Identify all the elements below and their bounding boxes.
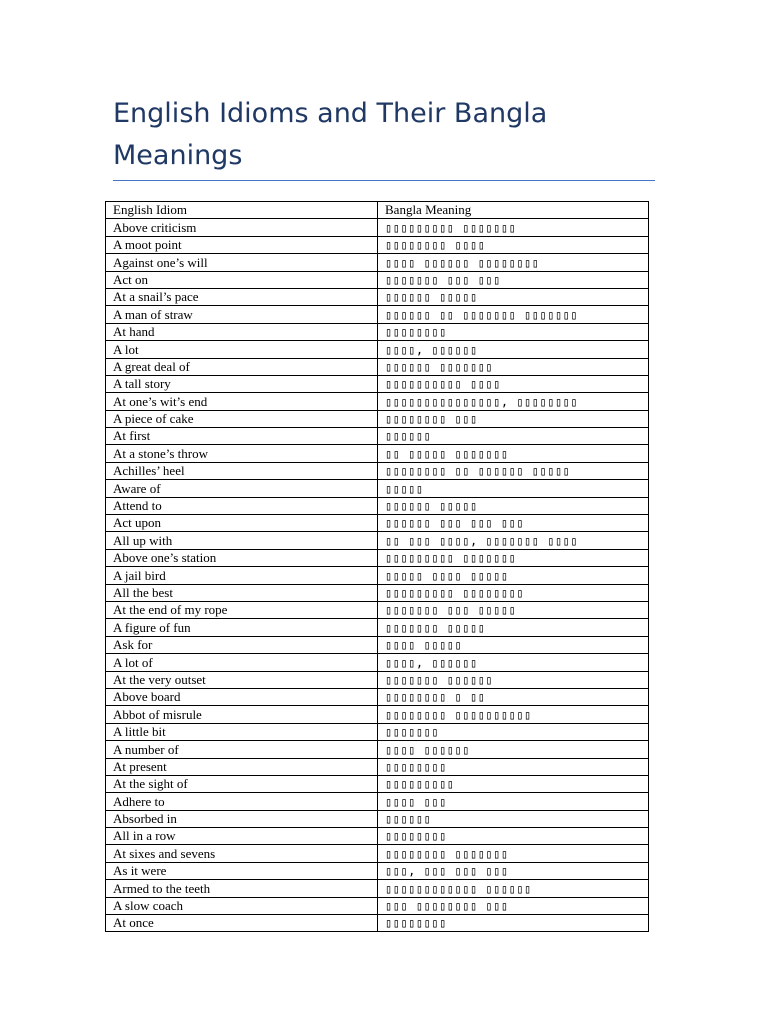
bangla-meaning-cell: ▯▯▯▯▯▯▯▯▯ ▯▯▯▯▯▯▯ bbox=[378, 549, 649, 566]
english-idiom-cell: A jail bird bbox=[106, 567, 378, 584]
bangla-meaning-cell: ▯▯▯▯▯▯▯▯ ▯▯▯▯▯▯▯ bbox=[378, 845, 649, 862]
english-idiom-cell: A man of straw bbox=[106, 306, 378, 323]
bangla-meaning-cell: ▯▯▯▯▯ bbox=[378, 480, 649, 497]
english-idiom-cell: Ask for bbox=[106, 636, 378, 653]
english-idiom-cell: Aware of bbox=[106, 480, 378, 497]
bangla-meaning-cell: ▯▯▯▯▯▯▯▯ bbox=[378, 323, 649, 340]
bangla-meaning-cell: ▯▯▯▯▯▯▯▯▯▯ ▯▯▯▯ bbox=[378, 375, 649, 392]
table-row bbox=[106, 428, 649, 445]
table-row bbox=[106, 306, 649, 323]
bangla-meaning-cell: ▯▯▯▯▯▯▯▯ bbox=[378, 828, 649, 845]
bangla-meaning-cell: ▯▯▯▯▯▯▯▯ bbox=[378, 915, 649, 932]
english-idiom-cell: Armed to the teeth bbox=[106, 880, 378, 897]
table-row bbox=[106, 636, 649, 653]
table-row bbox=[106, 619, 649, 636]
bangla-meaning-cell: ▯▯▯▯▯▯ bbox=[378, 810, 649, 827]
english-idiom-cell: All in a row bbox=[106, 828, 378, 845]
english-idiom-cell: A great deal of bbox=[106, 358, 378, 375]
bangla-meaning-cell: ▯▯▯▯▯▯▯▯▯ bbox=[378, 775, 649, 792]
table-row bbox=[106, 254, 649, 271]
english-idiom-cell: All up with bbox=[106, 532, 378, 549]
english-idiom-cell: Adhere to bbox=[106, 793, 378, 810]
bangla-meaning-cell: ▯▯▯▯▯▯▯▯ ▯▯▯▯ bbox=[378, 236, 649, 253]
english-idiom-cell: A slow coach bbox=[106, 897, 378, 914]
table-header-row bbox=[106, 202, 649, 219]
english-idiom-cell: At sixes and sevens bbox=[106, 845, 378, 862]
english-idiom-cell: A lot bbox=[106, 341, 378, 358]
bangla-meaning-cell: ▯▯▯▯▯▯▯▯ ▯▯▯▯▯▯▯▯▯▯ bbox=[378, 706, 649, 723]
english-idiom-cell: A tall story bbox=[106, 375, 378, 392]
table-row bbox=[106, 549, 649, 566]
english-idiom-cell: A figure of fun bbox=[106, 619, 378, 636]
english-idiom-cell: At hand bbox=[106, 323, 378, 340]
english-idiom-cell: A little bit bbox=[106, 723, 378, 740]
bangla-meaning-cell: ▯▯▯▯▯▯▯▯▯ ▯▯▯▯▯▯▯▯ bbox=[378, 584, 649, 601]
idiom-table bbox=[105, 201, 649, 932]
table-row bbox=[106, 828, 649, 845]
bangla-meaning-cell: ▯▯▯▯ ▯▯▯▯▯▯ ▯▯▯▯▯▯▯▯ bbox=[378, 254, 649, 271]
english-idiom-cell: Above one’s station bbox=[106, 549, 378, 566]
table-row bbox=[106, 810, 649, 827]
bangla-meaning-cell: ▯▯▯, ▯▯▯ ▯▯▯ ▯▯▯ bbox=[378, 862, 649, 879]
table-row bbox=[106, 862, 649, 879]
bangla-meaning-cell: ▯▯▯▯▯ ▯▯▯▯ ▯▯▯▯▯ bbox=[378, 567, 649, 584]
bangla-meaning-cell: ▯▯▯▯, ▯▯▯▯▯▯ bbox=[378, 654, 649, 671]
table-row bbox=[106, 271, 649, 288]
bangla-meaning-cell: ▯▯▯▯▯▯▯▯ ▯▯ ▯▯▯▯▯▯ ▯▯▯▯▯ bbox=[378, 462, 649, 479]
english-idiom-cell: At one’s wit’s end bbox=[106, 393, 378, 410]
table-row bbox=[106, 688, 649, 705]
header-bangla-meaning: Bangla Meaning bbox=[378, 202, 649, 219]
english-idiom-cell: Absorbed in bbox=[106, 810, 378, 827]
table-row bbox=[106, 358, 649, 375]
english-idiom-cell: A number of bbox=[106, 741, 378, 758]
english-idiom-cell: Act on bbox=[106, 271, 378, 288]
table-row bbox=[106, 497, 649, 514]
table-row bbox=[106, 445, 649, 462]
table-row bbox=[106, 775, 649, 792]
bangla-meaning-cell: ▯▯▯▯▯▯▯ ▯▯▯▯▯▯ bbox=[378, 671, 649, 688]
english-idiom-cell: A lot of bbox=[106, 654, 378, 671]
bangla-meaning-cell: ▯▯▯▯▯▯▯ ▯▯▯ ▯▯▯ bbox=[378, 271, 649, 288]
bangla-meaning-cell: ▯▯▯▯▯▯▯ bbox=[378, 723, 649, 740]
table-row bbox=[106, 236, 649, 253]
bangla-meaning-cell: ▯▯▯▯▯▯▯▯▯▯▯▯▯▯▯, ▯▯▯▯▯▯▯▯ bbox=[378, 393, 649, 410]
table-row bbox=[106, 706, 649, 723]
english-idiom-cell: Abbot of misrule bbox=[106, 706, 378, 723]
bangla-meaning-cell: ▯▯▯▯▯▯▯▯▯ ▯▯▯▯▯▯▯ bbox=[378, 219, 649, 236]
bangla-meaning-cell: ▯▯▯▯▯▯▯ ▯▯▯ ▯▯▯▯▯ bbox=[378, 601, 649, 618]
table-row bbox=[106, 515, 649, 532]
english-idiom-cell: Achilles’ heel bbox=[106, 462, 378, 479]
table-body bbox=[106, 202, 649, 932]
bangla-meaning-cell: ▯▯ ▯▯▯ ▯▯▯▯, ▯▯▯▯▯▯▯ ▯▯▯▯ bbox=[378, 532, 649, 549]
english-idiom-cell: At a snail’s pace bbox=[106, 288, 378, 305]
bangla-meaning-cell: ▯▯ ▯▯▯▯▯ ▯▯▯▯▯▯▯ bbox=[378, 445, 649, 462]
table-row bbox=[106, 393, 649, 410]
english-idiom-cell: At the sight of bbox=[106, 775, 378, 792]
table-row bbox=[106, 410, 649, 427]
english-idiom-cell: As it were bbox=[106, 862, 378, 879]
table-row bbox=[106, 567, 649, 584]
table-row bbox=[106, 880, 649, 897]
bangla-meaning-cell: ▯▯▯▯ ▯▯▯ bbox=[378, 793, 649, 810]
bangla-meaning-cell: ▯▯▯▯▯▯▯▯ ▯ ▯▯ bbox=[378, 688, 649, 705]
table-row bbox=[106, 341, 649, 358]
table-row bbox=[106, 793, 649, 810]
english-idiom-cell: All the best bbox=[106, 584, 378, 601]
table-row bbox=[106, 758, 649, 775]
bangla-meaning-cell: ▯▯▯▯▯▯▯▯▯▯▯▯ ▯▯▯▯▯▯ bbox=[378, 880, 649, 897]
english-idiom-cell: Above board bbox=[106, 688, 378, 705]
english-idiom-cell: At first bbox=[106, 428, 378, 445]
bangla-meaning-cell: ▯▯▯▯ ▯▯▯▯▯▯ bbox=[378, 741, 649, 758]
table-row bbox=[106, 723, 649, 740]
bangla-meaning-cell: ▯▯▯ ▯▯▯▯▯▯▯▯ ▯▯▯ bbox=[378, 897, 649, 914]
table-row bbox=[106, 532, 649, 549]
english-idiom-cell: A moot point bbox=[106, 236, 378, 253]
bangla-meaning-cell: ▯▯▯▯ ▯▯▯▯▯ bbox=[378, 636, 649, 653]
table-row bbox=[106, 897, 649, 914]
table-row bbox=[106, 584, 649, 601]
bangla-meaning-cell: ▯▯▯▯▯▯▯ ▯▯▯▯▯ bbox=[378, 619, 649, 636]
english-idiom-cell: At the very outset bbox=[106, 671, 378, 688]
header-english-idiom: English Idiom bbox=[106, 202, 378, 219]
bangla-meaning-cell: ▯▯▯▯▯▯ ▯▯▯▯▯ bbox=[378, 497, 649, 514]
english-idiom-cell: At present bbox=[106, 758, 378, 775]
table-row bbox=[106, 462, 649, 479]
bangla-meaning-cell: ▯▯▯▯▯▯ ▯▯▯▯▯▯▯ bbox=[378, 358, 649, 375]
english-idiom-cell: Act upon bbox=[106, 515, 378, 532]
table-row bbox=[106, 375, 649, 392]
page-title: English Idioms and Their Bangla Meanings bbox=[113, 98, 548, 171]
table-row bbox=[106, 323, 649, 340]
english-idiom-cell: A piece of cake bbox=[106, 410, 378, 427]
table-row bbox=[106, 654, 649, 671]
bangla-meaning-cell: ▯▯▯▯, ▯▯▯▯▯▯ bbox=[378, 341, 649, 358]
table-row bbox=[106, 671, 649, 688]
table-row bbox=[106, 219, 649, 236]
bangla-meaning-cell: ▯▯▯▯▯▯ bbox=[378, 428, 649, 445]
table-row bbox=[106, 480, 649, 497]
bangla-meaning-cell: ▯▯▯▯▯▯ ▯▯▯▯▯ bbox=[378, 288, 649, 305]
english-idiom-cell: Against one’s will bbox=[106, 254, 378, 271]
table-row bbox=[106, 915, 649, 932]
english-idiom-cell: At once bbox=[106, 915, 378, 932]
table-row bbox=[106, 288, 649, 305]
table-row bbox=[106, 601, 649, 618]
bangla-meaning-cell: ▯▯▯▯▯▯ ▯▯ ▯▯▯▯▯▯▯ ▯▯▯▯▯▯▯ bbox=[378, 306, 649, 323]
bangla-meaning-cell: ▯▯▯▯▯▯ ▯▯▯ ▯▯▯ ▯▯▯ bbox=[378, 515, 649, 532]
bangla-meaning-cell: ▯▯▯▯▯▯▯▯ ▯▯▯ bbox=[378, 410, 649, 427]
english-idiom-cell: Above criticism bbox=[106, 219, 378, 236]
bangla-meaning-cell: ▯▯▯▯▯▯▯▯ bbox=[378, 758, 649, 775]
english-idiom-cell: At a stone’s throw bbox=[106, 445, 378, 462]
english-idiom-cell: Attend to bbox=[106, 497, 378, 514]
english-idiom-cell: At the end of my rope bbox=[106, 601, 378, 618]
table-row bbox=[106, 845, 649, 862]
title-divider bbox=[113, 180, 655, 181]
table-row bbox=[106, 741, 649, 758]
